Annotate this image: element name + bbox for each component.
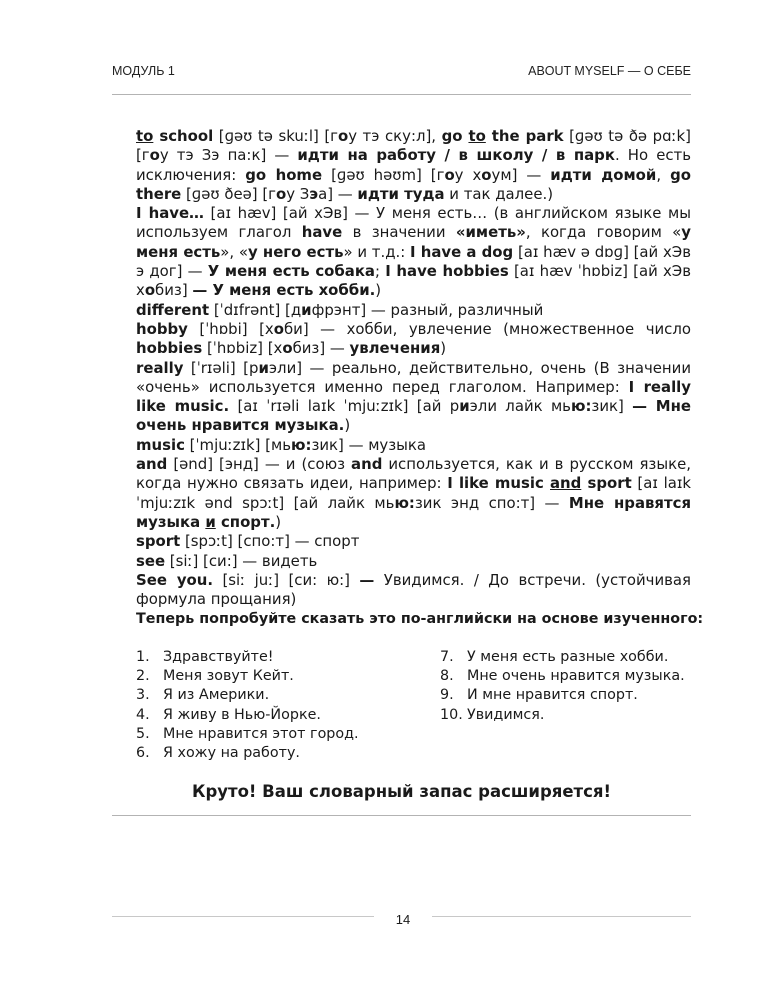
transcription: зик энд спо:т] — — [414, 493, 569, 512]
translation: фрэнт] — разный, различный — [311, 300, 544, 319]
item-number: 9. — [440, 687, 454, 704]
stress-mark: о — [144, 281, 156, 300]
item-text: Мне очень нравится музыка. — [467, 668, 685, 685]
transcription: [ɡəʊ tə ðə pɑːk] [г — [136, 127, 691, 165]
explanation: ) — [344, 416, 351, 435]
example: sport — [581, 474, 632, 493]
translation: би] — хобби, увлечение (множественное число — [283, 319, 692, 338]
transcription: [ˈrɪəli] [р — [183, 358, 259, 377]
item-number: 6. — [136, 745, 150, 762]
translation: Увидимся. / До встречи. (устойчивая формула прощания) — [136, 570, 691, 609]
transcription: [ˈhɒbi] [х — [187, 319, 274, 338]
item-number: 5. — [136, 725, 150, 742]
vocab-entry-music — [136, 436, 691, 455]
term-part: to — [468, 127, 486, 145]
vocab-entry-hobby — [136, 320, 691, 359]
example: I have a dog — [410, 242, 514, 261]
stress-mark: и — [459, 397, 470, 416]
explanation: , когда говорим « — [525, 223, 682, 242]
transcription: биз] — — [292, 339, 350, 358]
translation: и — [205, 512, 216, 531]
item-text: Я живу в Нью-Йорке. — [163, 706, 321, 723]
transcription: эли лайк мь — [469, 397, 571, 416]
explanation: и так далее.) — [444, 184, 554, 203]
explanation: ) — [375, 281, 382, 300]
vocab-entry-sport — [136, 532, 691, 551]
vocab-entry-i-have — [136, 204, 691, 300]
transcription: у З — [286, 184, 310, 203]
transcription: [ˈdɪfrənt] [д — [209, 300, 302, 319]
translation: у меня есть — [136, 223, 692, 261]
term: See you. — [136, 570, 214, 589]
stress-mark: о — [481, 165, 492, 184]
exercise-item — [440, 686, 700, 705]
stress-mark: и — [258, 358, 269, 377]
stress-mark: ю: — [394, 493, 415, 512]
transcription: [aɪ ˈrɪəli laɪk ˈmjuːzɪk] [ай р — [229, 397, 460, 416]
explanation: , — [656, 165, 671, 184]
explanation: [aɪ hæv] [ай хЭв] — У меня есть… (в английском языке мы используем глагол — [136, 204, 691, 242]
translation: спорт. — [215, 512, 276, 531]
vocabulary-list — [136, 127, 691, 609]
translation: у него есть — [248, 242, 344, 261]
item-number: 8. — [440, 668, 454, 685]
transcription: [aɪ laɪk ˈmjuːzɪk ənd spɔːt] [ай лайк мь — [136, 474, 691, 512]
example: I like music — [447, 474, 550, 493]
stress-mark: и — [301, 300, 312, 319]
exercise-item — [136, 686, 426, 705]
header-divider — [112, 94, 691, 95]
explanation: » и т.д.: — [343, 242, 410, 261]
translation: [siː] [си:] — видеть — [165, 551, 318, 570]
page-header — [112, 64, 691, 84]
translation: — У меня есть хобби. — [192, 281, 376, 300]
transcription: [siː juː] [си: ю:] — [213, 570, 360, 589]
translation: Мне нравятся музыка — [136, 493, 692, 531]
item-number: 2. — [136, 668, 150, 685]
transcription: биз] — [155, 281, 193, 300]
item-number: 3. — [136, 687, 150, 704]
chapter-title: ABOUT MYSELF — О СЕБЕ — [528, 64, 691, 78]
exercise-item — [136, 706, 426, 725]
explanation: в значении — [342, 223, 456, 242]
closing-message: Круто! Ваш словарный запас расширяется! — [191, 782, 612, 801]
vocab-entry-and — [136, 455, 691, 532]
term: and — [136, 455, 168, 474]
exercise-prompt: Теперь попробуйте сказать это по-английски на основе изученного: — [136, 611, 704, 627]
explanation: ; — [374, 262, 386, 281]
vocab-entry-go-to — [136, 127, 691, 204]
example: I really like music. — [136, 377, 691, 416]
term-part: go home — [245, 165, 323, 184]
example: I have hobbies — [385, 262, 509, 281]
section-divider — [112, 815, 691, 816]
item-text: Я хожу на работу. — [163, 745, 300, 762]
example: and — [550, 474, 582, 493]
explanation: », « — [220, 242, 249, 261]
transcription: [aɪ hæv ˈhɒbiz] [ай хЭв х — [136, 262, 691, 300]
transcription: [ˈhɒbiz] [х — [202, 339, 283, 358]
term: sport — [136, 532, 181, 551]
vocab-entry-different — [136, 301, 691, 320]
term-part: to — [136, 127, 154, 145]
stress-mark: о — [275, 184, 287, 203]
exercise-item — [440, 667, 700, 686]
term-part: and — [351, 455, 383, 474]
exercise-item — [136, 648, 426, 667]
exercise-item — [136, 667, 426, 686]
stress-mark: о — [337, 127, 349, 145]
exercise-item — [440, 706, 700, 725]
footer-divider-right — [432, 916, 691, 917]
exercise-item — [136, 744, 426, 763]
translation: зик] — музыка — [311, 435, 427, 454]
term-part: go there — [136, 165, 691, 203]
exercise-list-right — [440, 648, 700, 725]
term: I have… — [136, 204, 204, 223]
translation: У меня есть собака — [207, 262, 375, 281]
transcription: [ɡəʊ həʊm] [г — [322, 165, 445, 184]
explanation: . Но есть исключения: — [136, 146, 691, 184]
transcription: зик] — [591, 397, 633, 416]
stress-mark: о — [273, 319, 284, 338]
exercise-item — [136, 725, 426, 744]
item-text: Увидимся. — [467, 706, 545, 723]
translation: идти домой — [550, 165, 657, 184]
module-label: МОДУЛЬ 1 — [112, 64, 175, 78]
item-number: 1. — [136, 649, 150, 665]
stress-mark: ю: — [570, 397, 592, 416]
transcription: у тэ Зэ па:к] — — [159, 146, 298, 165]
transcription: [ˈmjuːzɪk] [мь — [184, 435, 291, 454]
explanation: используется, как и в русском языке, когда нужно связать идеи, например: — [136, 455, 691, 493]
explanation: ) — [275, 512, 282, 531]
vocab-entry-really — [136, 359, 691, 436]
item-text: Я из Америки. — [163, 687, 270, 704]
explanation: ) — [440, 339, 447, 358]
term-part: go — [441, 127, 469, 145]
dash: — — [359, 570, 375, 589]
term-part: school — [153, 127, 214, 145]
transcription: [ənd] [энд] — и (союз — [167, 455, 352, 474]
translation: идти на работу / в школу / в парк — [297, 146, 615, 165]
page-number: 14 — [395, 912, 411, 927]
term-part: have — [301, 223, 343, 242]
stress-mark: ю: — [291, 435, 312, 454]
item-text: У меня есть разные хобби. — [467, 649, 669, 665]
item-number: 7. — [440, 649, 454, 665]
exercise-list-left — [136, 648, 426, 763]
item-text: И мне нравится спорт. — [467, 687, 638, 704]
stress-mark: э — [309, 184, 319, 203]
transcription: [ɡəʊ tə skuːl] [г — [213, 127, 338, 145]
term: see — [136, 551, 166, 570]
term: different — [136, 300, 210, 319]
term: hobby — [136, 319, 188, 338]
transcription: ум] — — [491, 165, 551, 184]
translation: идти туда — [357, 184, 445, 203]
item-text: Здравствуйте! — [163, 649, 274, 665]
translation: увлечения — [349, 339, 441, 358]
transcription: у х — [454, 165, 482, 184]
item-number: 4. — [136, 706, 150, 723]
translation: «иметь» — [455, 223, 526, 242]
term: really — [136, 358, 184, 377]
transcription: а] — — [318, 184, 358, 203]
vocab-entry-see — [136, 552, 691, 571]
item-number: 10. — [440, 706, 463, 723]
explanation: эли] — реально, действительно, очень (В значении «очень» используется именно перед глаголом. Например: — [136, 358, 692, 396]
stress-mark: о — [444, 165, 455, 184]
transcription: у тэ ску:л], — [348, 127, 442, 145]
vocab-entry-see-you — [136, 571, 691, 610]
transcription: [ɡəʊ ðeə] [г — [181, 184, 276, 203]
translation: — Мне очень нравится музыка. — [136, 397, 691, 435]
stress-mark: о — [282, 339, 293, 358]
exercise-item — [440, 648, 700, 667]
term: music — [136, 435, 185, 454]
term-part: hobbies — [136, 339, 203, 358]
stress-mark: о — [149, 146, 160, 165]
translation: [spɔːt] [спо:т] — спорт — [180, 532, 360, 551]
transcription: [aɪ hæv ə dɒɡ] [ай хЭв э дог] — — [136, 242, 691, 281]
item-text: Мне нравится этот город. — [163, 725, 359, 742]
term-part: the park — [485, 127, 564, 145]
footer-divider-left — [112, 916, 374, 917]
item-text: Меня зовут Кейт. — [163, 668, 294, 685]
